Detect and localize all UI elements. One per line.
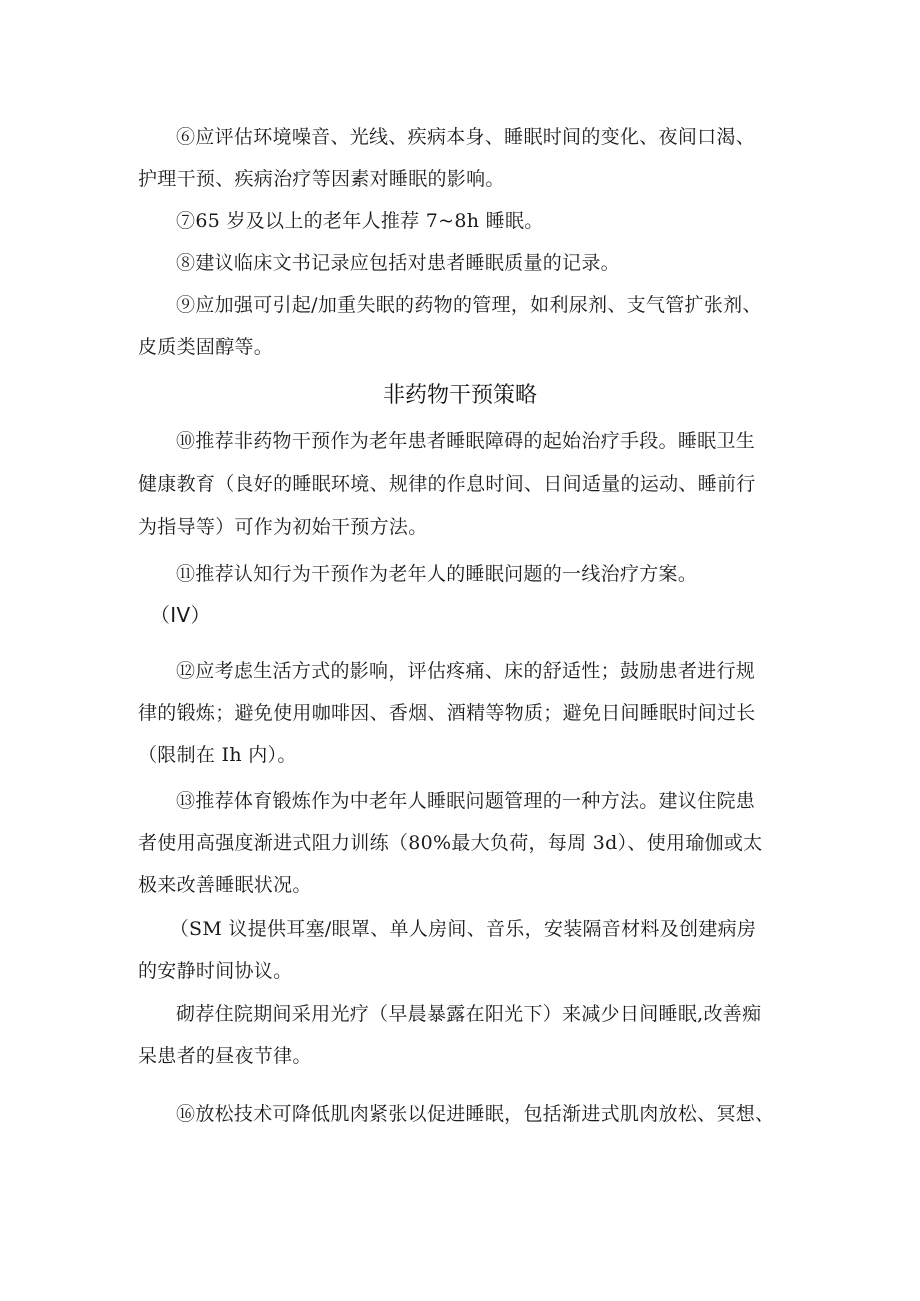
text-line: ⑪推荐认知行为干预作为老年人的睡眠问题的一线治疗方案。 — [138, 563, 698, 585]
text-line: ⑫应考虑生活方式的影响，评估疼痛、床的舒适性；鼓励患者进行规 — [138, 660, 756, 682]
section-heading: 非药物干预策略 — [382, 383, 537, 408]
text-line: 的安静时间协议。 — [138, 960, 293, 982]
text-line: ⑧建议临床文书记录应包括对患者睡眠质量的记录。 — [138, 252, 620, 274]
evidence-level: （IV） — [150, 603, 211, 627]
text-line: 者使用高强度渐进式阻力训练（80%最大负荷，每周 3d）、使用瑜伽或太 — [138, 832, 763, 854]
text-line: 皮质类固醇等。 — [138, 336, 274, 358]
text-line: ⑥应评估环境噪音、光线、疾病本身、睡眠时间的变化、夜间口渴、 — [138, 126, 756, 148]
text-line: 护理干预、疾病治疗等因素对睡眠的影响。 — [138, 168, 505, 190]
text-line: ⑬推荐体育锻炼作为中老年人睡眠问题管理的一种方法。建议住院患 — [138, 790, 756, 812]
text-line: 呆患者的昼夜节律。 — [138, 1045, 312, 1067]
text-line: 砌荐住院期间采用光疗（早晨暴露在阳光下）来减少日间睡眠,改善痴 — [138, 1003, 762, 1025]
text-line: ⑦65 岁及以上的老年人推荐 7~8h 睡眠。 — [138, 210, 544, 232]
text-line: （SM 议提供耳塞/眼罩、单人房间、音乐，安装隔音材料及创建病房 — [138, 918, 757, 940]
text-line: ⑩推荐非药物干预作为老年患者睡眠障碍的起始治疗手段。睡眠卫生 — [138, 430, 756, 452]
text-line: 健康教育（良好的睡眠环境、规律的作息时间、日间适量的运动、睡前行 — [138, 473, 756, 495]
text-line: 律的锻炼；避免使用咖啡因、香烟、酒精等物质；避免日间睡眠时间过长 — [138, 702, 756, 724]
text-line: （限制在 Ih 内）。 — [138, 744, 297, 766]
text-line: 极来改善睡眠状况。 — [138, 874, 312, 896]
text-line: ⑯放松技术可降低肌肉紧张以促进睡眠，包括渐进式肌肉放松、冥想、 — [138, 1103, 775, 1125]
text-line: ⑨应加强可引起/加重失眠的药物的管理，如利尿剂、支气管扩张剂、 — [138, 294, 762, 316]
text-line: 为指导等）可作为初始干预方法。 — [138, 516, 428, 538]
